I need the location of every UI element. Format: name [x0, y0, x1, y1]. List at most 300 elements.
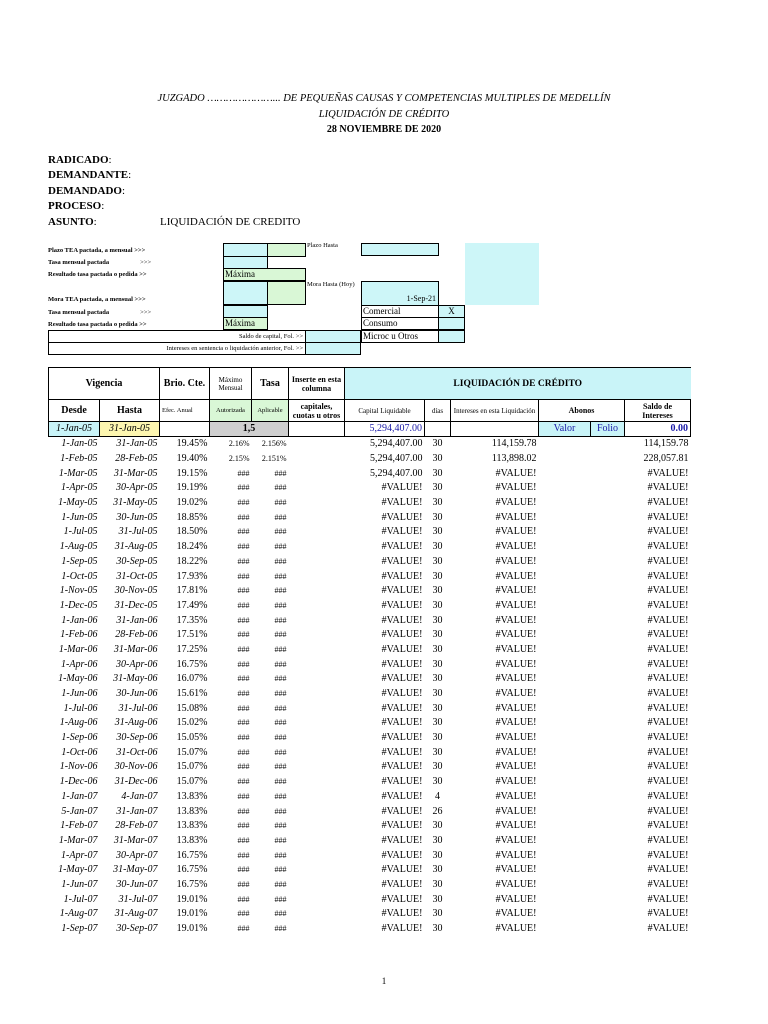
- row-desde: 1-Apr-07: [61, 849, 98, 861]
- table-row: [49, 922, 691, 937]
- row-capital: #VALUE!: [381, 570, 423, 582]
- row-desde: 1-Feb-06: [60, 629, 98, 641]
- tasa-arrows: >>>: [140, 259, 151, 266]
- row-efec: 16.75%: [176, 878, 208, 890]
- plazo-hasta-input[interactable]: [361, 243, 439, 256]
- row-saldo: #VALUE!: [647, 849, 689, 861]
- table-row: [49, 584, 691, 599]
- row-hasta: 31-May-05: [113, 497, 158, 509]
- row-folio: [591, 555, 625, 570]
- row-hasta: 30-Jun-06: [116, 688, 158, 700]
- row-capital: #VALUE!: [381, 497, 423, 509]
- row-intereses: #VALUE!: [495, 717, 537, 729]
- table-row: [49, 496, 691, 511]
- row-capitales[interactable]: [289, 657, 345, 672]
- row-efec: 15.08%: [176, 702, 208, 714]
- col-inserte: Inserte en esta columna: [289, 368, 345, 400]
- table-row: [49, 834, 691, 849]
- row-aplicable: ###: [274, 821, 287, 831]
- microc-mark[interactable]: [438, 330, 465, 343]
- row-desde: 1-May-06: [58, 673, 98, 685]
- row-capitales[interactable]: [289, 819, 345, 834]
- row-desde: 5-Jan-07: [61, 805, 98, 817]
- row-desde: 1-Nov-06: [59, 761, 98, 773]
- row-efec: 18.24%: [176, 541, 208, 553]
- table-row: [49, 452, 691, 467]
- table-row: [49, 907, 691, 922]
- plazo-tea-input[interactable]: [223, 243, 268, 257]
- row-dias: 30: [432, 511, 443, 523]
- row-intereses: #VALUE!: [495, 555, 537, 567]
- row-aplicable: ###: [274, 556, 287, 566]
- mora-tea-label: Mora TEA pactada, a mensual >>>: [48, 296, 146, 303]
- row-folio: [591, 716, 625, 731]
- row-capitales[interactable]: [289, 745, 345, 760]
- row-capital: #VALUE!: [381, 908, 423, 920]
- row-dias: 4: [435, 790, 440, 802]
- intereses-sentencia-label: Intereses en sentencia o liquidación anterior, Fol. >>: [48, 342, 306, 355]
- row-saldo: #VALUE!: [647, 643, 689, 655]
- row-intereses: #VALUE!: [495, 864, 537, 876]
- row-folio: [591, 790, 625, 805]
- mora-maxima: Máxima: [223, 317, 268, 330]
- table-row: [49, 878, 691, 893]
- row-aplicable: ###: [274, 630, 287, 640]
- row-efec: 18.85%: [176, 511, 208, 523]
- row-capitales[interactable]: [289, 481, 345, 496]
- row-capitales[interactable]: [289, 540, 345, 555]
- row-hasta: 31-Mar-07: [113, 834, 158, 846]
- row-intereses: #VALUE!: [495, 849, 537, 861]
- row-capital: #VALUE!: [381, 599, 423, 611]
- credit-type-comercial[interactable]: Comercial: [361, 305, 439, 318]
- table-row: [49, 819, 691, 834]
- row-efec: 16.75%: [176, 658, 208, 670]
- row-dias: 30: [432, 658, 443, 670]
- row-dias: 30: [432, 482, 443, 494]
- row-valor: [539, 863, 591, 878]
- row-saldo: #VALUE!: [647, 717, 689, 729]
- intereses-sentencia-input[interactable]: [305, 342, 361, 355]
- row-capital: #VALUE!: [381, 790, 423, 802]
- row-autorizada: ###: [237, 879, 250, 889]
- row-valor: [539, 437, 591, 452]
- row-desde: 1-Aug-06: [59, 717, 98, 729]
- row-hasta: 30-Nov-05: [114, 585, 158, 597]
- row-folio: [591, 760, 625, 775]
- row-capital: #VALUE!: [381, 805, 423, 817]
- row-aplicable: ###: [274, 674, 287, 684]
- col-brio: Brio. Cte.: [160, 368, 210, 400]
- asunto-value: LIQUIDACIÓN DE CREDITO: [160, 216, 301, 228]
- first-hasta[interactable]: 31-Jan-05: [100, 422, 160, 437]
- row-valor: [539, 834, 591, 849]
- row-efec: 17.81%: [176, 585, 208, 597]
- row-capitales[interactable]: [289, 716, 345, 731]
- row-autorizada: ###: [237, 512, 250, 522]
- row-capitales[interactable]: [289, 555, 345, 570]
- row-dias: 30: [432, 585, 443, 597]
- row-folio: [591, 584, 625, 599]
- row-efec: 13.83%: [176, 790, 208, 802]
- row-desde: 1-Sep-06: [61, 732, 98, 744]
- row-autorizada: 2.15%: [228, 454, 250, 464]
- row-hasta: 31-Aug-05: [114, 541, 158, 553]
- table-row: [49, 540, 691, 555]
- table-row: [49, 569, 691, 584]
- row-autorizada: ###: [237, 806, 250, 816]
- table-row: [49, 628, 691, 643]
- row-aplicable: ###: [274, 791, 287, 801]
- first-capital: 5,294,407.00: [345, 422, 425, 437]
- row-saldo: #VALUE!: [647, 467, 689, 479]
- row-capitales[interactable]: [289, 510, 345, 525]
- row-desde: 1-May-07: [58, 864, 98, 876]
- row-capitales[interactable]: [289, 878, 345, 893]
- row-saldo: #VALUE!: [647, 805, 689, 817]
- row-autorizada: 2.16%: [228, 439, 250, 449]
- row-efec: 19.01%: [176, 893, 208, 905]
- row-hasta: 30-Sep-06: [116, 732, 158, 744]
- row-efec: 16.75%: [176, 864, 208, 876]
- row-dias: 30: [432, 643, 443, 655]
- col-capital-liq: Capital Liquidable: [345, 400, 425, 422]
- row-capitales[interactable]: [289, 760, 345, 775]
- row-valor: [539, 878, 591, 893]
- row-intereses: #VALUE!: [495, 776, 537, 788]
- row-intereses: #VALUE!: [495, 599, 537, 611]
- row-autorizada: ###: [237, 747, 250, 757]
- row-efec: 15.07%: [176, 761, 208, 773]
- row-folio: [591, 437, 625, 452]
- row-aplicable: ###: [274, 571, 287, 581]
- table-row: [49, 657, 691, 672]
- row-autorizada: ###: [237, 865, 250, 875]
- row-hasta: 31-Aug-07: [114, 908, 158, 920]
- row-aplicable: 2.156%: [261, 439, 287, 449]
- row-dias: 30: [432, 834, 443, 846]
- table-row: [49, 863, 691, 878]
- row-capital: #VALUE!: [381, 585, 423, 597]
- row-saldo: #VALUE!: [647, 570, 689, 582]
- row-saldo: #VALUE!: [647, 746, 689, 758]
- row-capitales[interactable]: [289, 804, 345, 819]
- row-capitales[interactable]: [289, 775, 345, 790]
- resultado-label: Resultado tasa pactada o pedida >>: [48, 271, 147, 278]
- comercial-mark[interactable]: X: [438, 305, 465, 318]
- row-dias: 30: [432, 614, 443, 626]
- row-valor: [539, 643, 591, 658]
- mora-hasta-input[interactable]: 1-Sep-21: [361, 281, 439, 306]
- row-hasta: 28-Feb-07: [115, 820, 158, 832]
- row-hasta: 31-Jul-06: [118, 702, 158, 714]
- row-dias: 30: [432, 746, 443, 758]
- liquidation-table: [48, 367, 691, 936]
- saldo-capital-label: Saldo de capital, Fol. >>: [48, 330, 306, 343]
- row-capital: #VALUE!: [381, 673, 423, 685]
- row-valor: [539, 731, 591, 746]
- row-desde: 1-Feb-07: [60, 820, 98, 832]
- row-autorizada: ###: [237, 527, 250, 537]
- mora-tasa-label: Tasa mensual pactada: [48, 309, 110, 316]
- row-capitales[interactable]: [289, 892, 345, 907]
- row-capital: #VALUE!: [381, 688, 423, 700]
- row-desde: 1-Nov-05: [59, 585, 98, 597]
- row-valor: [539, 466, 591, 481]
- row-capital: #VALUE!: [381, 541, 423, 553]
- credit-type-consumo[interactable]: Consumo: [361, 317, 439, 330]
- mora-tea-monthly: [267, 281, 306, 305]
- row-valor: [539, 525, 591, 540]
- row-intereses: #VALUE!: [495, 467, 537, 479]
- row-capital: #VALUE!: [381, 820, 423, 832]
- consumo-mark[interactable]: [438, 317, 465, 330]
- row-intereses: #VALUE!: [495, 673, 537, 685]
- first-capitales[interactable]: [289, 422, 345, 437]
- row-autorizada: ###: [237, 659, 250, 669]
- row-hasta: 30-Jun-05: [116, 511, 158, 523]
- row-autorizada: ###: [237, 615, 250, 625]
- mora-arrows: >>>: [140, 309, 151, 316]
- row-valor: [539, 510, 591, 525]
- row-autorizada: ###: [237, 894, 250, 904]
- row-capitales[interactable]: [289, 525, 345, 540]
- document-date: 28 NOVIEMBRE DE 2020: [326, 124, 442, 135]
- row-saldo: #VALUE!: [647, 599, 689, 611]
- row-intereses: #VALUE!: [495, 761, 537, 773]
- table-row: [49, 687, 691, 702]
- row-intereses: #VALUE!: [495, 732, 537, 744]
- row-aplicable: ###: [274, 924, 287, 934]
- col-desde: Desde: [49, 400, 100, 422]
- row-hasta: 4-Jan-07: [121, 790, 158, 802]
- row-hasta: 31-May-07: [113, 864, 158, 876]
- col-maximo: Máximo Mensual: [210, 368, 252, 400]
- first-desde[interactable]: 1-Jan-05: [49, 422, 100, 437]
- row-capital: 5,294,407.00: [370, 467, 423, 479]
- row-intereses: #VALUE!: [495, 614, 537, 626]
- row-capitales[interactable]: [289, 863, 345, 878]
- row-capitales[interactable]: [289, 731, 345, 746]
- row-valor: [539, 819, 591, 834]
- row-desde: 1-Jan-05: [61, 438, 98, 450]
- row-aplicable: ###: [274, 659, 287, 669]
- row-capitales[interactable]: [289, 834, 345, 849]
- row-aplicable: ###: [274, 894, 287, 904]
- first-intereses: [451, 422, 539, 437]
- row-hasta: 30-Apr-05: [116, 482, 158, 494]
- row-capital: #VALUE!: [381, 555, 423, 567]
- row-efec: 13.83%: [176, 805, 208, 817]
- row-aplicable: ###: [274, 718, 287, 728]
- row-folio: [591, 496, 625, 511]
- row-efec: 19.45%: [176, 438, 208, 450]
- row-desde: 1-Jul-07: [63, 893, 98, 905]
- row-efec: 19.19%: [176, 482, 208, 494]
- row-capital: #VALUE!: [381, 658, 423, 670]
- row-hasta: 30-Jun-07: [116, 878, 158, 890]
- row-hasta: 30-Sep-07: [116, 923, 158, 935]
- row-folio: [591, 775, 625, 790]
- row-aplicable: ###: [274, 835, 287, 845]
- row-capital: 5,294,407.00: [370, 453, 423, 465]
- row-autorizada: ###: [237, 924, 250, 934]
- row-intereses: 113,898.02: [491, 453, 537, 465]
- row-efec: 19.02%: [176, 497, 208, 509]
- row-aplicable: ###: [274, 733, 287, 743]
- row-saldo: 114,159.78: [643, 438, 689, 450]
- row-autorizada: ###: [237, 821, 250, 831]
- row-efec: 19.15%: [176, 467, 208, 479]
- row-capitales[interactable]: [289, 672, 345, 687]
- row-saldo: 228,057.81: [643, 453, 689, 465]
- row-desde: 1-Dec-06: [59, 776, 98, 788]
- row-capitales[interactable]: [289, 437, 345, 452]
- row-folio: [591, 804, 625, 819]
- row-dias: 26: [432, 805, 443, 817]
- court-title: JUZGADO …………………... DE PEQUEÑAS CAUSAS Y COMPETENCIAS MULTIPLES DE MEDELLÍN: [157, 93, 611, 104]
- mora-tea-input[interactable]: [223, 281, 268, 305]
- row-valor: [539, 922, 591, 937]
- row-saldo: #VALUE!: [647, 526, 689, 538]
- row-hasta: 31-Dec-05: [114, 599, 158, 611]
- credit-type-microc[interactable]: Microc u Otros: [361, 330, 439, 343]
- row-capital: #VALUE!: [381, 878, 423, 890]
- row-folio: [591, 481, 625, 496]
- table-row: [49, 716, 691, 731]
- row-capital: #VALUE!: [381, 864, 423, 876]
- row-aplicable: ###: [274, 689, 287, 699]
- row-capitales[interactable]: [289, 452, 345, 467]
- table-row: [49, 643, 691, 658]
- row-aplicable: ###: [274, 806, 287, 816]
- row-hasta: 30-Nov-06: [114, 761, 158, 773]
- row-capitales[interactable]: [289, 466, 345, 481]
- row-folio: [591, 540, 625, 555]
- row-saldo: #VALUE!: [647, 790, 689, 802]
- row-intereses: #VALUE!: [495, 878, 537, 890]
- row-capitales[interactable]: [289, 907, 345, 922]
- row-capitales[interactable]: [289, 643, 345, 658]
- row-desde: 1-Jan-07: [61, 790, 98, 802]
- row-capital: #VALUE!: [381, 923, 423, 935]
- row-autorizada: ###: [237, 718, 250, 728]
- row-capitales[interactable]: [289, 848, 345, 863]
- row-valor: [539, 452, 591, 467]
- table-row: [49, 481, 691, 496]
- row-capitales[interactable]: [289, 496, 345, 511]
- row-capitales[interactable]: [289, 599, 345, 614]
- row-capitales[interactable]: [289, 628, 345, 643]
- row-intereses: #VALUE!: [495, 908, 537, 920]
- row-folio: [591, 907, 625, 922]
- row-folio: [591, 892, 625, 907]
- row-desde: 1-Jul-05: [63, 526, 98, 538]
- table-row: [49, 775, 691, 790]
- row-dias: 30: [432, 776, 443, 788]
- row-capitales[interactable]: [289, 701, 345, 716]
- first-valor[interactable]: Valor: [539, 422, 591, 437]
- row-hasta: 28-Feb-05: [115, 453, 158, 465]
- col-vigencia: Vigencia: [49, 368, 160, 400]
- row-capitales[interactable]: [289, 569, 345, 584]
- col-capitales: capitales, cuotas u otros: [289, 400, 345, 422]
- row-efec: 17.93%: [176, 570, 208, 582]
- row-hasta: 30-Sep-05: [116, 555, 158, 567]
- row-hasta: 31-May-06: [113, 673, 158, 685]
- row-valor: [539, 496, 591, 511]
- row-autorizada: ###: [237, 571, 250, 581]
- row-desde: 1-Aug-07: [59, 908, 98, 920]
- row-folio: [591, 672, 625, 687]
- table-row: [49, 599, 691, 614]
- row-capitales[interactable]: [289, 584, 345, 599]
- row-folio: [591, 452, 625, 467]
- row-desde: 1-Sep-05: [61, 555, 98, 567]
- row-hasta: 31-Oct-06: [116, 746, 158, 758]
- row-desde: 1-Sep-07: [61, 923, 98, 935]
- row-capitales[interactable]: [289, 922, 345, 937]
- row-dias: 30: [432, 820, 443, 832]
- row-capitales[interactable]: [289, 687, 345, 702]
- col-intereses: Intereses en esta Liquidación: [451, 400, 539, 422]
- row-autorizada: ###: [237, 556, 250, 566]
- row-saldo: #VALUE!: [647, 702, 689, 714]
- row-folio: [591, 628, 625, 643]
- row-capital: 5,294,407.00: [370, 438, 423, 450]
- row-valor: [539, 584, 591, 599]
- row-intereses: #VALUE!: [495, 585, 537, 597]
- row-saldo: #VALUE!: [647, 629, 689, 641]
- row-capitales[interactable]: [289, 790, 345, 805]
- row-folio: [591, 599, 625, 614]
- row-aplicable: ###: [274, 747, 287, 757]
- row-saldo: #VALUE!: [647, 820, 689, 832]
- row-folio: [591, 745, 625, 760]
- row-folio: [591, 687, 625, 702]
- row-valor: [539, 481, 591, 496]
- row-desde: 1-Jun-05: [61, 511, 98, 523]
- row-saldo: #VALUE!: [647, 511, 689, 523]
- row-autorizada: ###: [237, 644, 250, 654]
- row-intereses: #VALUE!: [495, 482, 537, 494]
- row-valor: [539, 613, 591, 628]
- row-desde: 1-Jul-06: [63, 702, 98, 714]
- row-dias: 30: [432, 893, 443, 905]
- row-capital: #VALUE!: [381, 849, 423, 861]
- row-efec: 13.83%: [176, 820, 208, 832]
- table-row: [49, 804, 691, 819]
- row-intereses: #VALUE!: [495, 511, 537, 523]
- row-autorizada: ###: [237, 689, 250, 699]
- row-hasta: 30-Apr-07: [116, 849, 158, 861]
- row-folio: [591, 643, 625, 658]
- table-row: [49, 466, 691, 481]
- row-capitales[interactable]: [289, 613, 345, 628]
- row-saldo: #VALUE!: [647, 864, 689, 876]
- first-folio[interactable]: Folio: [591, 422, 625, 437]
- row-dias: 30: [432, 673, 443, 685]
- row-aplicable: ###: [274, 586, 287, 596]
- row-dias: 30: [432, 467, 443, 479]
- row-efec: 16.07%: [176, 673, 208, 685]
- row-capital: #VALUE!: [381, 761, 423, 773]
- document-title: LIQUIDACIÓN DE CRÉDITO: [318, 109, 450, 120]
- row-intereses: #VALUE!: [495, 688, 537, 700]
- row-desde: 1-Jan-06: [61, 614, 98, 626]
- row-aplicable: ###: [274, 909, 287, 919]
- row-saldo: #VALUE!: [647, 585, 689, 597]
